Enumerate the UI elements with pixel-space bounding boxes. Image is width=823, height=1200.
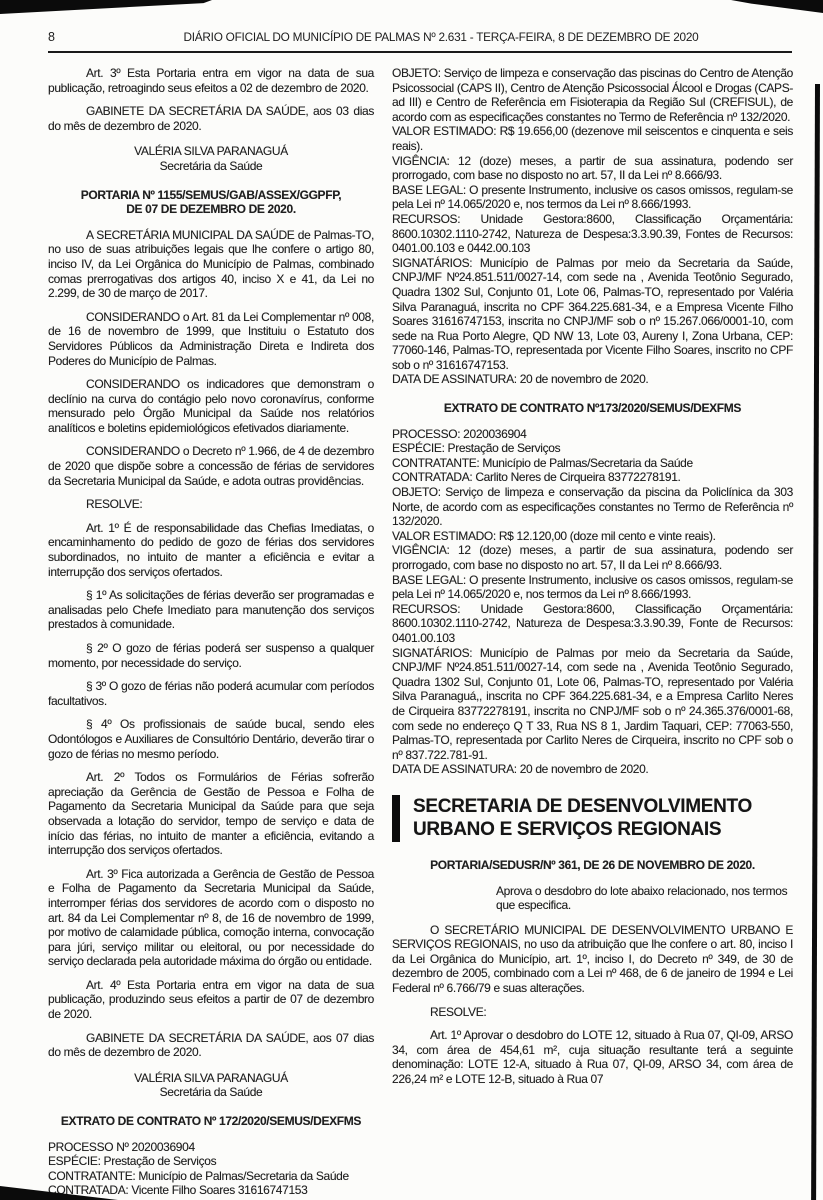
right-column — [392, 66, 793, 1096]
text-line: PORTARIA Nº 1155/SEMUS/GAB/ASSEX/GGPFP, — [80, 187, 342, 202]
contract-field: OBJETO: Serviço de limpeza e conservação da piscina da Policlínica da 303 Norte, de acordo com as especificações constantes no Termo de Referência nº 132/2020. — [392, 485, 793, 529]
contract-field: OBJETO: Serviço de limpeza e conservação das piscinas do Centro de Atenção Psicossocial (CAPS II), Centro de Atenção Psicossocial Álcool e Drogas (CAPS-ad III) e Centro de Referência em Fisioterapia da Região Sul (CREFISUL), de acordo com as especificações constantes no Termo de Referência nº 132/2020. — [392, 66, 793, 124]
text-line: DE 07 DE DEZEMBRO DE 2020. — [126, 202, 296, 217]
contract-field: SIGNATÁRIOS: Município de Palmas por meio da Secretaria da Saúde, CNPJ/MF Nº24.851.511/0027-14, com sede na , Avenida Teotônio Segurado, Quadra 1302 Sul, Conjunto 01, Lote 06, Palmas-TO, representado por Valéria Silva Paranaguá, inscrita no CPF 364.225.681-34, e a Empresa Vicente Filho Soares 31616747153, inscrita no CNPJ/MF sob o nº 15.267.066/0001-10, com sede na Rua Porto Alegre, QD NW 13, Lote 03, Aureny I, Zona Urbana, CEP: 77060-146, Palmas-TO, representada por Vicente Filho Soares, inscrito no CPF sob o nº 31616747153. — [392, 255, 793, 372]
document-heading — [48, 188, 374, 217]
article-paragraph: GABINETE DA SECRETÁRIA DA SAÚDE, aos 07 dias do mês de dezembro de 2020. — [48, 1030, 374, 1060]
article-paragraph: Art. 3º Esta Portaria entra em vigor na data de sua publicação, retroagindo seus efeitos a 02 de dezembro de 2020. — [48, 66, 374, 95]
two-column-body — [0, 53, 823, 1198]
article-paragraph: CONSIDERANDO o Decreto nº 1.966, de 4 de dezembro de 2020 que dispõe sobre a concessão de férias de servidores da Secretaria Municipal da Saúde, e adota outras providências. — [48, 444, 374, 488]
contract-field: DATA DE ASSINATURA: 20 de novembro de 2020. — [392, 762, 649, 777]
contract-field: ESPÉCIE: Prestação de Serviços — [392, 441, 561, 456]
section-header: SECRETARIA DE DESENVOLVIMENTO URBANO E SERVIÇOS REGIONAIS — [392, 795, 793, 842]
contract-field: PROCESSO: 2020036904 — [392, 426, 527, 441]
contract-field: DATA DE ASSINATURA: 20 de novembro de 2020. — [392, 372, 649, 387]
text-line: EXTRATO DE CONTRATO Nº 172/2020/SEMUS/DEXFMS — [60, 1114, 362, 1129]
text-line: VALÉRIA SILVA PARANAGUÁ — [134, 144, 288, 159]
document-heading — [48, 1114, 374, 1129]
article-paragraph: Art. 1º Aprovar o desdobro do LOTE 12, situado à Rua 07, QI-09, ARSO 34, com área de 454,61 m², cuja situação resultante terá a seguinte denominação: LOTE 12-A, situado à Rua 07, QI-09, ARSO 34, com área de 226,24 m² e LOTE 12-B, situado à Rua 07 — [392, 1028, 793, 1087]
text-line: PORTARIA/SEDUSR/Nº 361, DE 26 DE NOVEMBRO DE 2020. — [430, 857, 755, 872]
ementa-note: Aprova o desdobro do lote abaixo relacionado, nos termos que especifica. — [496, 883, 788, 913]
article-paragraph: § 4º Os profissionais de saúde bucal, sendo eles Odontólogos e Auxiliares de Consultório Dentário, deverão tirar o gozo de férias no mesmo período. — [48, 717, 374, 761]
document-heading — [392, 401, 793, 416]
text-line: ESPÉCIE: Prestação de Serviços — [48, 1154, 217, 1169]
text-line: CONTRATADA: Vicente Filho Soares 31616747153 — [48, 1183, 308, 1198]
contract-field: RECURSOS: Unidade Gestora:8600, Classificação Orçamentária: 8600.10302.1110-2742, Natureza de Despesa:3.3.90.39, Fonte de Recursos: 0401.00.103 — [392, 601, 793, 645]
signature-block — [48, 1071, 374, 1100]
article-paragraph: GABINETE DA SECRETÁRIA DA SAÚDE, aos 03 dias do mês de dezembro de 2020. — [48, 104, 374, 133]
contract-field: VALOR ESTIMADO: R$ 19.656,00 (dezenove mil seiscentos e cinquenta e seis reais). — [392, 124, 793, 153]
signature-block — [48, 144, 374, 173]
gazette-title: DIÁRIO OFICIAL DO MUNICÍPIO DE PALMAS Nº 2.631 - TERÇA-FEIRA, 8 DE DEZEMBRO DE 2020 — [183, 30, 699, 44]
contract-field: VIGÊNCIA: 12 (doze) meses, a partir de sua assinatura, podendo ser prorrogado, com base no disposto no art. 57, II da Lei nº 8.666/93. — [392, 153, 793, 183]
article-paragraph: RESOLVE: — [430, 1004, 487, 1019]
article-paragraph: § 2º O gozo de férias poderá ser suspenso a qualquer momento, por necessidade do serviço. — [48, 641, 374, 670]
text-line: Secretária da Saúde — [159, 158, 263, 173]
text-line: CONTRATANTE: Município de Palmas/Secretaria da Saúde — [48, 1168, 349, 1183]
contract-field: CONTRATADA: Carlito Neres de Cirqueira 83772278191. — [392, 470, 681, 485]
article-paragraph: O SECRETÁRIO MUNICIPAL DE DESENVOLVIMENTO URBANO E SERVIÇOS REGIONAIS, no uso da atribuição que lhe confere o art. 80, inciso I da Lei Orgânica do Município, art. 1º, inciso I, do Decreto nº 349, de 30 de dezembro de 2005, combinado com a Lei nº 468, de 6 de janeiro de 1994 e Lei Federal nº 6.766/79 e suas alterações. — [392, 922, 793, 996]
article-paragraph: CONSIDERANDO o Art. 81 da Lei Complementar nº 008, de 16 de novembro de 1999, que Instituiu o Estatuto dos Servidores Públicos da Administração Direta e Indireta dos Poderes do Município de Palmas. — [48, 309, 374, 368]
article-paragraph: § 3º O gozo de férias não poderá acumular com períodos facultativos. — [48, 679, 374, 708]
contract-field — [48, 1140, 374, 1198]
article-paragraph: A SECRETÁRIA MUNICIPAL DA SAÚDE de Palmas-TO, no uso de suas atribuições legais que lhe confere o artigo 80, inciso IV, da Lei Orgânica do Município de Palmas, combinado comas prerrogativas dos artigos 40, inciso X e 41, da Lei no 2.299, de 30 de março de 2017. — [48, 227, 374, 301]
left-column — [48, 66, 374, 1198]
text-line: VALÉRIA SILVA PARANAGUÁ — [134, 1070, 288, 1085]
article-paragraph: § 1º As solicitações de férias deverão ser programadas e analisadas pelo Chefe Imediato para manutenção dos serviços prestados à comunidade. — [48, 588, 374, 632]
contract-field: BASE LEGAL: O presente Instrumento, inclusive os casos omissos, regulam-se pela Lei nº 14.065/2020 e, nos termos da Lei nº 8.666/1993. — [392, 182, 793, 212]
contract-field: RECURSOS: Unidade Gestora:8600, Classificação Orçamentária: 8600.10302.1110-2742, Natureza de Despesa:3.3.90.39, Fontes de Recursos: 0401.00.103 e 0442.00.103 — [392, 211, 793, 256]
contract-field: VALOR ESTIMADO: R$ 12.120,00 (doze mil cento e vinte reais). — [392, 528, 716, 543]
text-line: Secretária da Saúde — [159, 1085, 263, 1100]
article-paragraph: Art. 1º É de responsabilidade das Chefias Imediatas, o encaminhamento do pedido de gozo de férias dos servidores subordinados, no intuito de manter a eficiência e evitar a interrupção dos serviços ofertados. — [48, 520, 374, 579]
article-paragraph: CONSIDERANDO os indicadores que demonstram o declínio na curva do contágio pelo novo coronavírus, conforme mensurado pelo Órgão Municipal da Saúde nos relatórios analíticos e boletins epidemiológicos efetivados diariamente. — [48, 377, 374, 435]
article-paragraph: Art. 3º Fica autorizada a Gerência de Gestão de Pessoa e Folha de Pagamento da Secretaria Municipal da Saúde, interromper férias dos servidores de acordo com o disposto no art. 84 da Lei Complementar nº 8, de 16 de novembro de 1999, por motivo de calamidade pública, comoção interna, convocação para júri, serviço militar ou eleitoral, ou por necessidade do serviço declarada pela autoridade máxima do órgão ou entidade. — [48, 866, 374, 969]
article-paragraph: Art. 2º Todos os Formulários de Férias sofrerão apreciação da Gerência de Gestão de Pessoa e Folha de Pagamento da Secretaria Municipal da Saúde para que seja observada a lotação do servidor, tempo de serviço e data de início das férias, no intuito de manter a eficiência, evitando a interrupção dos serviços ofertados. — [48, 770, 374, 858]
article-paragraph: Art. 4º Esta Portaria entra em vigor na data de sua publicação, produzindo seus efeitos a partir de 07 de dezembro de 2020. — [48, 977, 374, 1022]
text-line: PROCESSO Nº 2020036904 — [48, 1139, 195, 1154]
page-number: 8 — [48, 30, 55, 44]
text-line: EXTRATO DE CONTRATO Nº173/2020/SEMUS/DEXFMS — [443, 401, 742, 416]
contract-field: SIGNATÁRIOS: Município de Palmas por meio da Secretaria da Saúde, CNPJ/MF Nº24.851.511/0027-14, com sede na , Avenida Teotônio Segurado, Quadra 1302 Sul, Conjunto 01, Lote 06, Palmas-TO, representado por Valéria Silva Paranaguá,, inscrita no CPF 364.225.681-34, e a Empresa Carlito Neres de Cirqueira 83772278191, inscrita no CNPJ/MF sob o nº 24.365.376/0001-68, com sede no endereço Q T 33, Rua NS 8 1, Jardim Taquari, CEP: 77063-550, Palmas-TO, representada por Carlito Neres de Cirqueira, inscrito no CPF sob o nº 837.722.781-91. — [392, 645, 793, 762]
article-paragraph: RESOLVE: — [86, 497, 143, 512]
document-heading — [392, 858, 793, 873]
contract-field: BASE LEGAL: O presente Instrumento, inclusive os casos omissos, regulam-se pela Lei nº 14.065/2020 e, nos termos da Lei nº 8.666/1993. — [392, 572, 793, 602]
contract-field: VIGÊNCIA: 12 (doze) meses, a partir de sua assinatura, podendo ser prorrogado, com base no disposto no art. 57, II da Lei nº 8.666/93. — [392, 543, 793, 572]
contract-field: CONTRATANTE: Município de Palmas/Secretaria da Saúde — [392, 455, 693, 470]
